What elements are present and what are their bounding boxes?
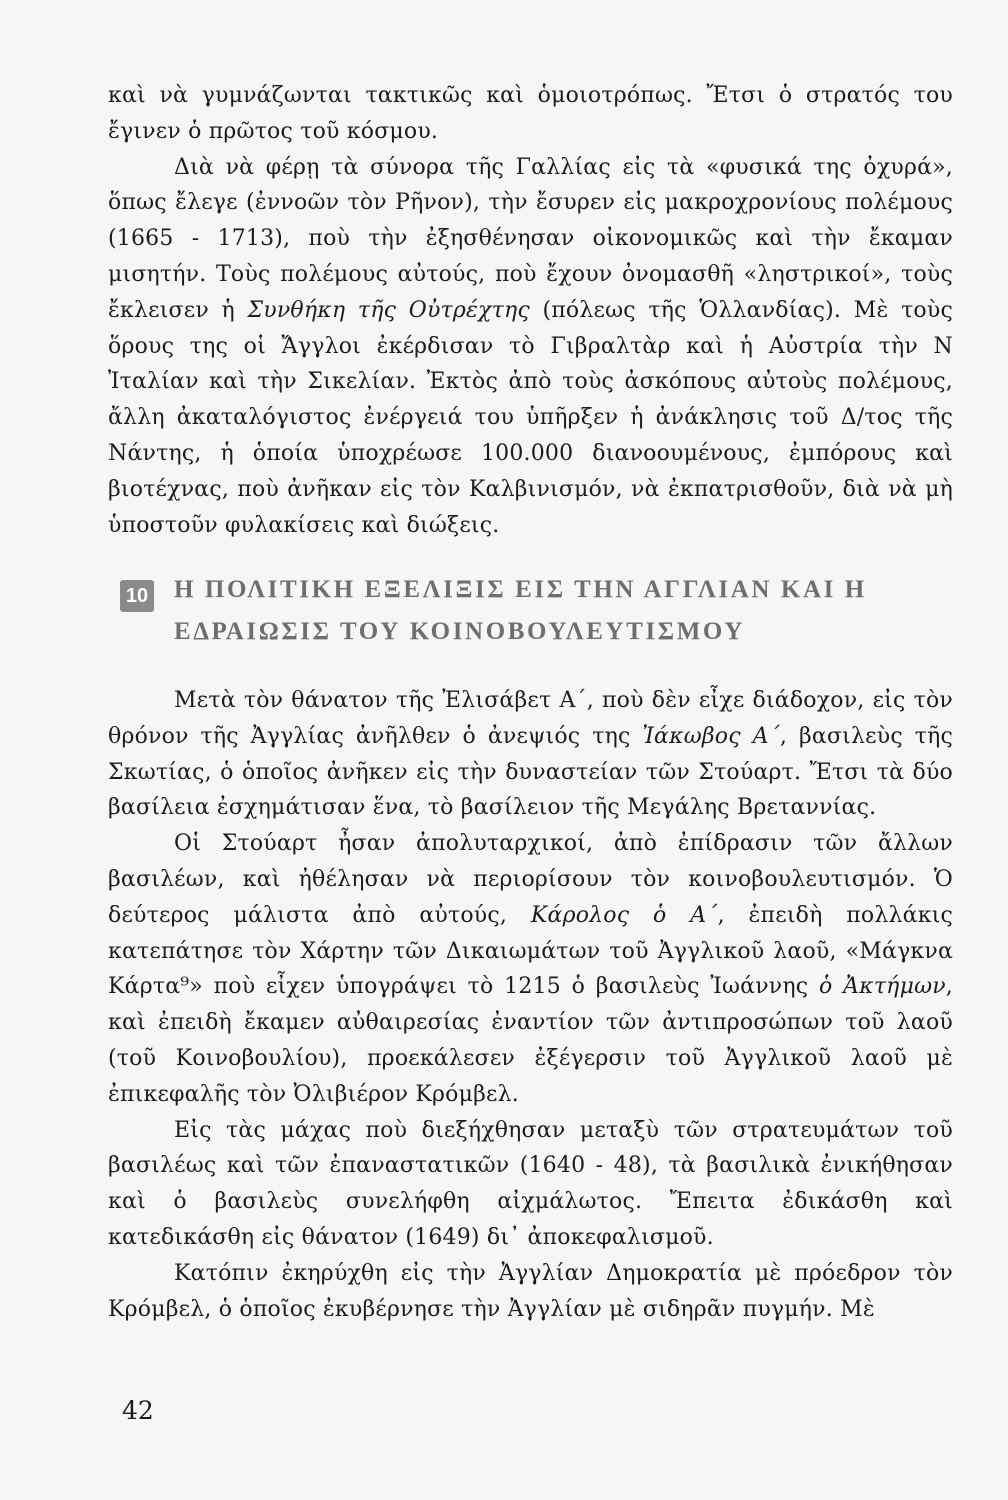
- body-text-after-section: [108, 683, 953, 1327]
- text-segment: Διὰ νὰ φέρῃ τὰ σύνορα τῆς Γαλλίας εἰς τὰ «φυσικά της ὀχυρά», ὅπως ἔλεγε (ἐννοῶν τὸν Ρῆνον), τὴν ἔσυρεν εἰς μακροχρονίους πολέμους (1665 - 1713), ποὺ τὴν ἐξησθένησαν οἰκονομικῶς καὶ τὴν ἔκαμαν μισητήν. Τοὺς πολέμους αὐτούς, ποὺ ἔχουν ὀνομασθῆ «ληστρικοί», τοὺς ἔκλεισεν ἡ: [108, 154, 953, 323]
- text-segment: Μετὰ τὸν θάνατον τῆς Ἐλισάβετ Α΄, ποὺ δὲν εἶχε διάδοχον, εἰς τὸν θρόνον τῆς Ἀγγλίας ἀνῆλθεν ὁ ἀνεψιός της: [108, 688, 953, 749]
- paragraph-1: [108, 78, 953, 150]
- section-title-line-2: ΕΔΡΑΙΩΣΙΣ ΤΟΥ ΚΟΙΝΟΒΟΥΛΕΥΤΙΣΜΟΥ: [174, 618, 745, 645]
- text-segment: Οἱ Στούαρτ ἦσαν ἀπολυταρχικοί, ἀπὸ ἐπίδρασιν τῶν ἄλλων βασιλέων, καὶ ἠθέλησαν νὰ περιορίσουν τὸν κοινοβουλευτισμόν. Ὁ δεύτερος μάλιστα ἀπὸ αὐτούς,: [108, 831, 953, 928]
- text-segment: Εἰς τὰς μάχας ποὺ διεξήχθησαν μεταξὺ τῶν στρατευμάτων τοῦ βασιλέως καὶ τῶν ἐπαναστατικῶν (1640 - 48), τὰ βασιλικὰ ἐνικήθησαν καὶ ὁ βασιλεὺς συνελήφθη αἰχμάλωτος. Ἔπειτα ἐδικάσθη καὶ κατεδικάσθη εἰς θάνατον (1649) δι᾽ ἀποκεφαλισμοῦ.: [108, 1117, 953, 1250]
- italic-term: Ἰάκωβος Α΄: [642, 723, 780, 749]
- text-segment: (πόλεως τῆς Ὁλλανδίας). Μὲ τοὺς ὅρους της οἱ Ἄγγλοι ἐκέρδισαν τὸ Γιβραλτὰρ καὶ ἡ Αὐστρία τὴν Ν Ἰταλίαν καὶ τὴν Σικελίαν. Ἐκτὸς ἀπὸ τοὺς ἀσκόπους αὐτοὺς πολέμους, ἄλλη ἀκαταλόγιστος ἐνέργειά του ὑπῆρξεν ἡ ἀνάκλησις τοῦ Δ/τος τῆς Νάντης, ἡ ὁποία ὑποχρέωσε 100.000 διανοουμένους, ἐμπόρους καὶ βιοτέχνας, ποὺ ἀνῆκαν εἰς τὸν Καλβινισμόν, νὰ ἐκπατρισθοῦν, διὰ νὰ μὴ ὑποστοῦν φυλακίσεις καὶ διώξεις.: [108, 297, 953, 538]
- italic-term: ὁ Ἀκτήμων: [818, 974, 946, 1000]
- text-segment: , βασιλεὺς τῆς Σκωτίας, ὁ ὁποῖος ἀνῆκεν εἰς τὴν δυναστείαν τῶν Στούαρτ. Ἔτσι τὰ δύο βασίλεια ἐσχημάτισαν ἕνα, τὸ βασίλειον τῆς Μεγάλης Βρεταννίας.: [108, 723, 953, 821]
- text-segment: Κατόπιν ἐκηρύχθη εἰς τὴν Ἀγγλίαν Δημοκρατία μὲ πρόεδρον τὸν Κρόμβελ, ὁ ὁποῖος ἐκυβέρνησε τὴν Ἀγγλίαν μὲ σιδηρᾶν πυγμήν. Μὲ: [108, 1260, 953, 1322]
- paragraph-2: [108, 150, 953, 544]
- paragraph-6: [108, 1256, 953, 1328]
- paragraph-5: [108, 1113, 953, 1256]
- body-text-before-section: [108, 78, 953, 543]
- paragraph-4: [108, 826, 953, 1112]
- paragraph-3: [108, 683, 953, 826]
- text-segment: , καὶ ἐπειδὴ ἔκαμεν αὐθαιρεσίας ἐναντίον τῶν ἀντιπροσώπων τοῦ λαοῦ (τοῦ Κοινοβουλίου), προεκάλεσεν ἐξέγερσιν τοῦ Ἀγγλικοῦ λαοῦ μὲ ἐπικεφαλῆς τὸν Ὀλιβιέρον Κρόμβελ.: [108, 974, 953, 1107]
- section-title-line-1: Η ΠΟΛΙΤΙΚΗ ΕΞΕΛΙΞΙΣ ΕΙΣ ΤΗΝ ΑΓΓΛΙΑΝ ΚΑΙ Η: [174, 576, 867, 603]
- text-segment: , ἐπειδὴ πολλάκις κατεπάτησε τὸν Χάρτην τῶν Δικαιωμάτων τοῦ Ἀγγλικοῦ λαοῦ, «Μάγκνα Κάρτα⁹» ποὺ εἶχεν ὑπογράψει τὸ 1215 ὁ βασιλεὺς Ἰωάννης: [108, 902, 953, 1000]
- italic-term: Συνθήκη τῆς Οὐτρέχτης: [247, 297, 530, 323]
- section-number-badge: 10: [120, 580, 154, 612]
- italic-term: Κάρολος ὁ Α΄: [530, 902, 718, 928]
- text-segment: καὶ νὰ γυμνάζωνται τακτικῶς καὶ ὁμοιοτρόπως. Ἔτσι ὁ στρατός του ἔγινεν ὁ πρῶτος τοῦ κόσμου.: [108, 83, 953, 144]
- page-number: 42: [122, 1396, 154, 1425]
- section-heading: [120, 570, 955, 670]
